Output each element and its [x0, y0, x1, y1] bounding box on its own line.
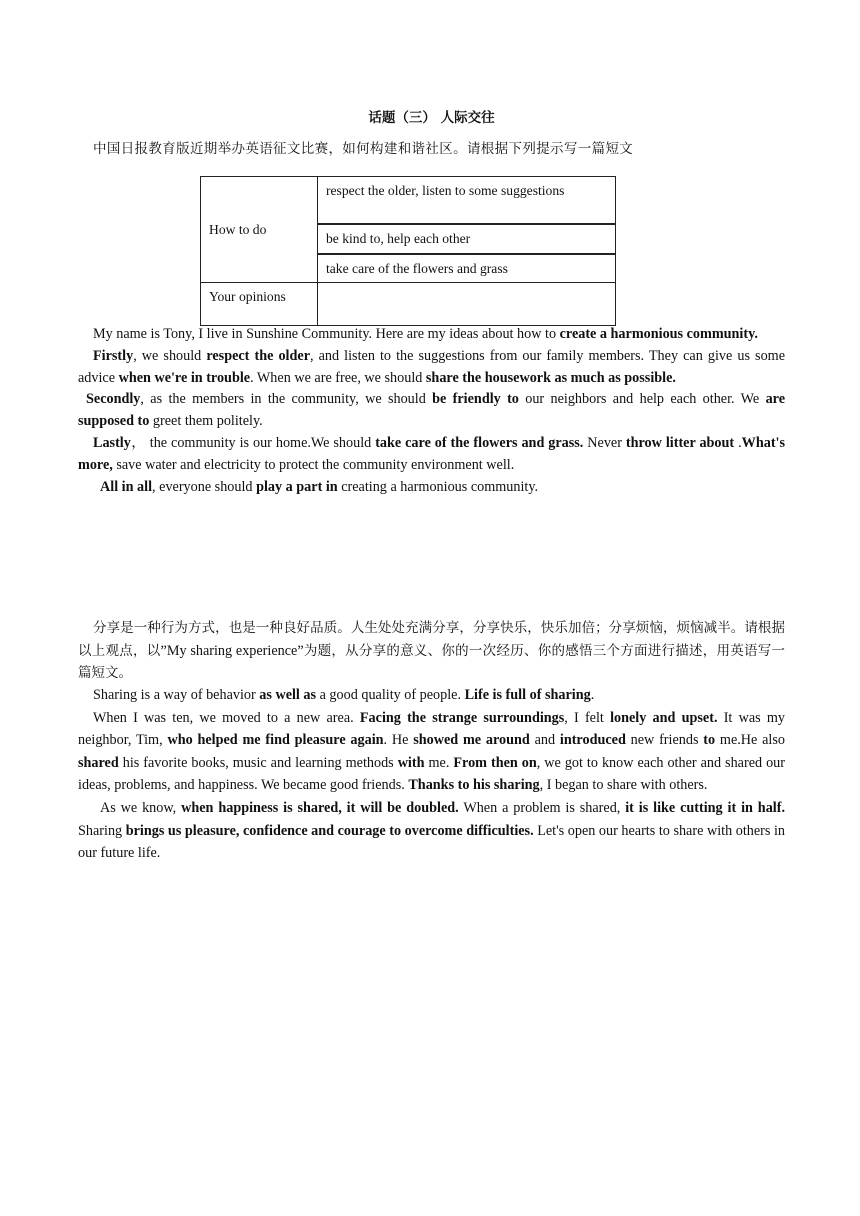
essay1-paragraph-5: All in all, everyone should play a part in creating a harmonious community. [100, 478, 539, 495]
outline-item: be kind to, help each other [318, 224, 616, 254]
page-title: 话题（三） 人际交往 [368, 110, 495, 126]
writing-prompt-1: 中国日报教育版近期举办英语征文比赛，如何构建和谐社区。请根据下列提示写一篇短文 [93, 141, 634, 157]
outline-item: take care of the flowers and grass [318, 254, 616, 283]
essay-2 [78, 684, 785, 865]
opinions-cell [318, 283, 616, 326]
essay2-paragraph-3: As we know, when happiness is shared, it will be doubled. When a problem is shared, it is like cutting it in half. Sharing brings us pleasure, confidence and courage to overcome difficulties. Let's open our hearts to share with others in our future life. [78, 799, 786, 862]
outline-item: respect the older, listen to some suggestions [318, 177, 616, 225]
essay1-paragraph-3: Secondly, as the members in the community, we should be friendly to our neighbors and help each other. We are supposed to greet them politely. [78, 391, 785, 430]
writing-prompt-2: 分享是一种行为方式，也是一种良好品质。人生处处充满分享，分享快乐，快乐加倍；分享烦恼，烦恼减半。请根据以上观点，以”My sharing experience”为题，从分享的意义、你的一次经历、你的感悟三个方面进行描述，用英语写一篇短文。 [78, 620, 786, 681]
essay1-paragraph-1: My name is Tony, I live in Sunshine Community. Here are my ideas about how to create a harmonious community. [93, 326, 758, 342]
outline-table [200, 176, 616, 326]
how-to-do-label: How to do [201, 177, 318, 283]
essay1-paragraph-2: Firstly, we should respect the older, and listen to the suggestions from our family members. They can give us some advice when we're in trouble. When we are free, we should share the housework as much as possible. [78, 347, 785, 386]
essay2-paragraph-1: Sharing is a way of behavior as well as a good quality of people. Life is full of sharing. [93, 687, 595, 703]
essay-1 [78, 324, 785, 498]
essay1-paragraph-4: Lastly， the community is our home.We should take care of the flowers and grass. Never throw litter about .What's more, save water and electricity to protect the community environment well. [78, 434, 786, 473]
essay2-paragraph-2: When I was ten, we moved to a new area. Facing the strange surroundings, I felt lonely and upset. It was my neighbor, Tim, who helped me find pleasure again. He showed me around and introduced new friends to me.He also shared his favorite books, music and learning methods with me. From then on, we got to know each other and shared our ideas, problems, and happiness. We became good friends. Thanks to his sharing, I began to share with others. [78, 709, 785, 794]
opinions-label: Your opinions [201, 283, 318, 326]
